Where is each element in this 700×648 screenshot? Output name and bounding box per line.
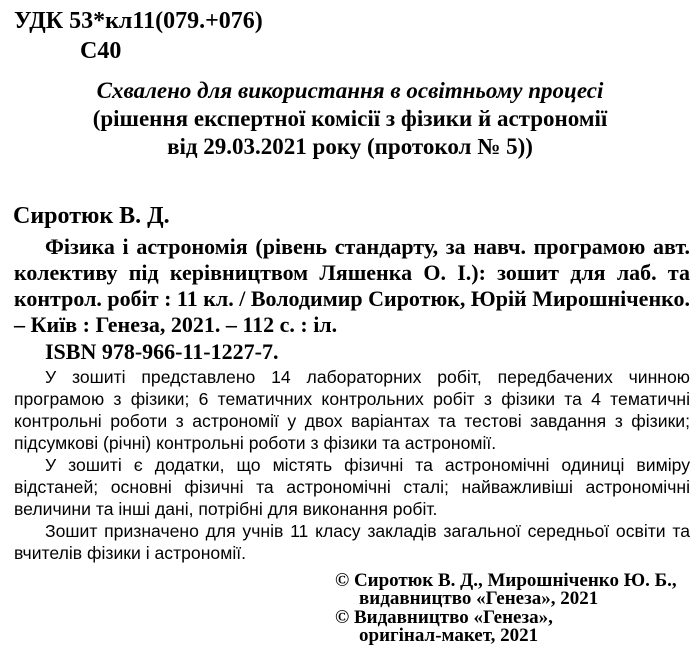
isbn: ISBN 978-966-11-1227-7. [45, 339, 279, 364]
approval-line-1: Схвалено для використання в освітньому процесі [96, 78, 604, 103]
bibliographic-record: Фізика і астрономія (рівень стандарту, за навч. програмою авт. колективу під керівництвом Ляшенка О. І.): зошит для лаб. та контрол. робіт : 11 кл. / Володимир Сиротюк, Юрій Мирошніченко. – Київ : Генеза, 2021. – 112 с. : іл. [14, 234, 690, 337]
copyright-publisher-line-1: © Видавництво «Генеза», [335, 606, 553, 628]
annotation-paragraph-2: У зошиті є додатки, що містять фізичні та астрономічні одиниці виміру відстаней; основні фізичні та астрономічні сталі; найважливіші астрономічні величини та інші дані, потрібні для виконання робіт. [14, 455, 690, 519]
approval-line-2: (рішення експертної комісії з фізики й астрономії [92, 106, 608, 131]
copyright-authors-line-1: © Сиротюк В. Д., Мирошніченко Ю. Б., [335, 570, 677, 591]
copyright-block [335, 572, 677, 646]
annotation-paragraph-3: Зошит призначено для учнів 11 класу закладів загальної середньої освіти та вчителів фізики і астрономії. [14, 521, 690, 563]
annotation-paragraph-1: У зошиті представлено 14 лабораторних робіт, передбачених чинною програмою з фізики; 6 тематичних контрольних робіт з фізики та 4 тематичні контрольні роботи з астрономії у двох варіантах та тестові завдання з фізики; підсумкові (річні) контрольні роботи з фізики та астрономії. [14, 367, 690, 453]
author-index-code: С40 [80, 38, 122, 64]
approval-statement [0, 77, 700, 161]
annotation [14, 366, 690, 564]
udk-block [14, 6, 263, 66]
udk-code: УДК 53*кл11(079.+076) [14, 8, 263, 34]
copyright-publisher-line-2: оригінал-макет, 2021 [359, 625, 539, 647]
approval-line-3: від 29.03.2021 року (протокол № 5)) [167, 134, 533, 159]
copyright-authors-line-2: видавництво «Генеза», 2021 [359, 588, 599, 610]
author-heading: Сиротюк В. Д. [13, 203, 170, 229]
